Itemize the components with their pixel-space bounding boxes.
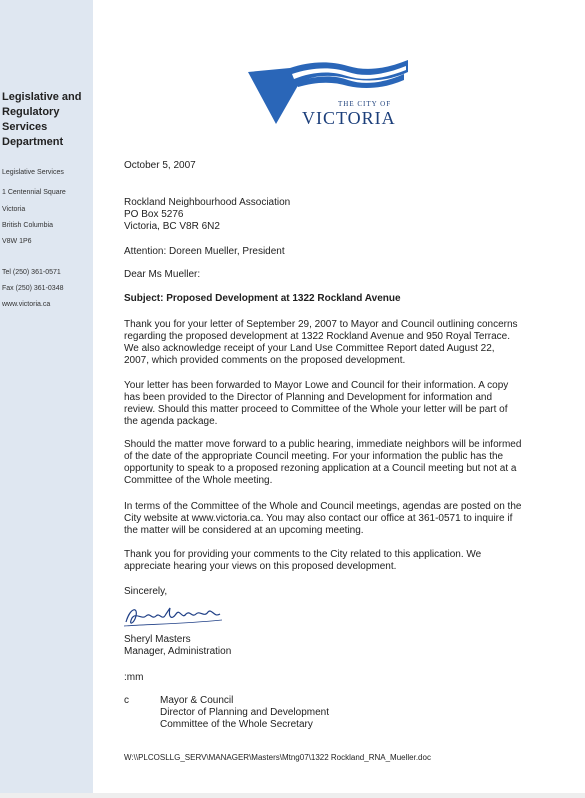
paragraph-3-line: Should the matter move forward to a public hearing, immediate neighbors will be informed	[124, 439, 522, 450]
service-name: Legislative Services	[2, 169, 64, 176]
signer-name: Sheryl Masters	[124, 634, 191, 645]
website: www.victoria.ca	[2, 301, 51, 308]
closing: Sincerely,	[124, 586, 168, 597]
paragraph-4-line: City website at www.victoria.ca. You may also contact our office at 361-0571 to inquire if	[124, 513, 513, 524]
department-name: Legislative and Regulatory Services Department	[2, 91, 82, 148]
subject-line: Subject: Proposed Development at 1322 Rockland Avenue	[124, 293, 401, 304]
address-line: 1 Centennial Square	[2, 189, 66, 196]
paragraph-1-line: regarding the proposed development at 1322 Rockland Avenue and 950 Royal Terrace.	[124, 331, 511, 342]
cc-line: Mayor & Council	[160, 695, 234, 706]
paragraph-5-line: Thank you for providing your comments to the City related to this application. We	[124, 549, 482, 560]
file-path: W:\\PLCOSLLG_SERV\MANAGER\Masters\Mtng07\1322 Rockland_RNA_Mueller.doc	[124, 753, 431, 762]
paragraph-3-line: of the date of the appropriate Council meeting. For your information the public has the	[124, 451, 504, 462]
paragraph-1-line: We also acknowledge receipt of your Land Use Committee Report dated August 22,	[124, 343, 495, 354]
recipient-line: Rockland Neighbourhood Association	[124, 197, 291, 208]
paragraph-1-line: 2007, which provided comments on the proposed development.	[124, 355, 406, 366]
paragraph-4-line: In terms of the Committee of the Whole and Council meetings, agendas are posted on the	[124, 501, 522, 512]
tel-number: Tel (250) 361-0571	[2, 269, 61, 276]
logo-big-text: VICTORIA	[302, 108, 396, 128]
paragraph-2-line: has been provided to the Director of Planning and Development for information and	[124, 392, 493, 403]
paragraph-3-line: Committee of the Whole meeting.	[124, 475, 273, 486]
initials: :mm	[124, 672, 144, 683]
signature	[122, 602, 232, 630]
recipient-line: Victoria, BC V8R 6N2	[124, 221, 220, 232]
cc-label: c	[124, 695, 129, 706]
paragraph-2-line: the agenda package.	[124, 416, 218, 427]
salutation: Dear Ms Mueller:	[124, 269, 201, 280]
cc-line: Committee of the Whole Secretary	[160, 719, 313, 730]
address-line: British Columbia	[2, 222, 53, 229]
logo-small-text: THE CITY OF	[338, 100, 392, 108]
recipient-line: PO Box 5276	[124, 209, 184, 220]
scan-edge	[0, 790, 585, 798]
paragraph-3-line: opportunity to speak to a proposed rezoning application at a Council meeting but not at a	[124, 463, 517, 474]
paragraph-5-line: appreciate hearing your views on this proposed development.	[124, 561, 397, 572]
letter-date: October 5, 2007	[124, 160, 196, 171]
attention-line: Attention: Doreen Mueller, President	[124, 246, 285, 257]
paragraph-2-line: review. Should this matter proceed to Committee of the Whole your letter will be part of	[124, 404, 508, 415]
paragraph-2-line: Your letter has been forwarded to Mayor Lowe and Council for their information. A copy	[124, 380, 509, 391]
signer-title: Manager, Administration	[124, 646, 232, 657]
cc-line: Director of Planning and Development	[160, 707, 329, 718]
paragraph-4-line: the matter will be considered at an upcoming meeting.	[124, 525, 364, 536]
address-line: V8W 1P6	[2, 238, 32, 245]
fax-number: Fax (250) 361-0348	[2, 285, 64, 292]
address-line: Victoria	[2, 206, 26, 213]
paragraph-1-line: Thank you for your letter of September 29, 2007 to Mayor and Council outlining concerns	[124, 319, 518, 330]
